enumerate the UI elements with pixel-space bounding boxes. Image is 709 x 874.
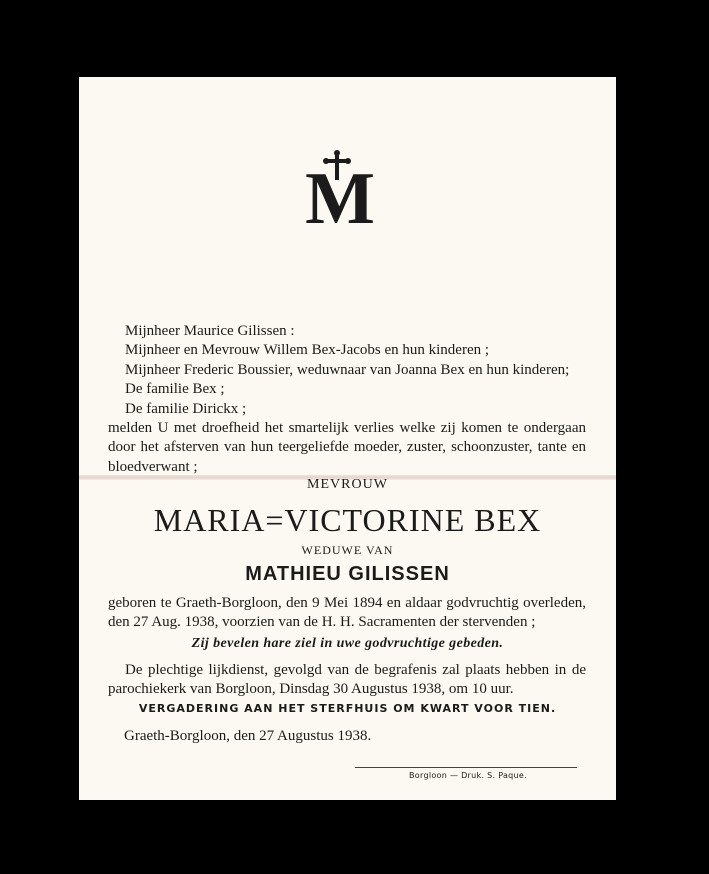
prayer-line: Zij bevelen hare ziel in uwe godvruchtige gebeden.	[191, 636, 504, 651]
printer-credit: Borgloon — Druk. S. Paque.	[409, 771, 527, 780]
funeral-text: De plechtige lijkdienst, gevolgd van de begrafenis zal plaats hebben in de parochiekerk van Borgloon, Dinsdag 30 Augustus 1938, om 10 uur.	[108, 662, 586, 697]
mourning-card	[79, 77, 616, 800]
announcer-line: Mijnheer en Mevrouw Willem Bex-Jacobs en hun kinderen ;	[125, 342, 490, 359]
husband-name: MATHIEU GILISSEN	[245, 563, 450, 585]
title-mevrouw: MEVROUW	[307, 477, 388, 492]
announcement-block	[108, 322, 586, 477]
gathering-text: VERGADERING AAN HET STERFHUIS OM KWART VOOR TIEN.	[138, 702, 557, 715]
announcer-line: Mijnheer Maurice Gilissen :	[125, 323, 295, 339]
widow-of-label: WEDUWE VAN	[301, 543, 394, 557]
announcer-line: De familie Dirickx ;	[125, 400, 247, 417]
announcer-line: De familie Bex ;	[125, 381, 225, 398]
place-date: Graeth-Borgloon, den 27 Augustus 1938.	[124, 728, 372, 744]
divider	[355, 767, 577, 768]
deceased-name: MARIA=VICTORINE BEX	[153, 502, 542, 538]
birth-death-text: geboren te Graeth-Borgloon, den 9 Mei 1894 en aldaar godvruchtig overleden, den 27 Aug. 1938, voorzien van de H. H. Sacramenten der stervenden ;	[108, 595, 586, 630]
intro-text: melden U met droefheid het smartelijk verlies welke zij komen te ondergaan door het afsterven van hun teergeliefde moeder, zuster, schoonzuster, tante en bloedverwant ;	[108, 420, 586, 475]
monogram: M	[305, 158, 373, 240]
announcer-line: Mijnheer Frederic Boussier, weduwnaar van Joanna Bex en hun kinderen;	[125, 361, 570, 378]
